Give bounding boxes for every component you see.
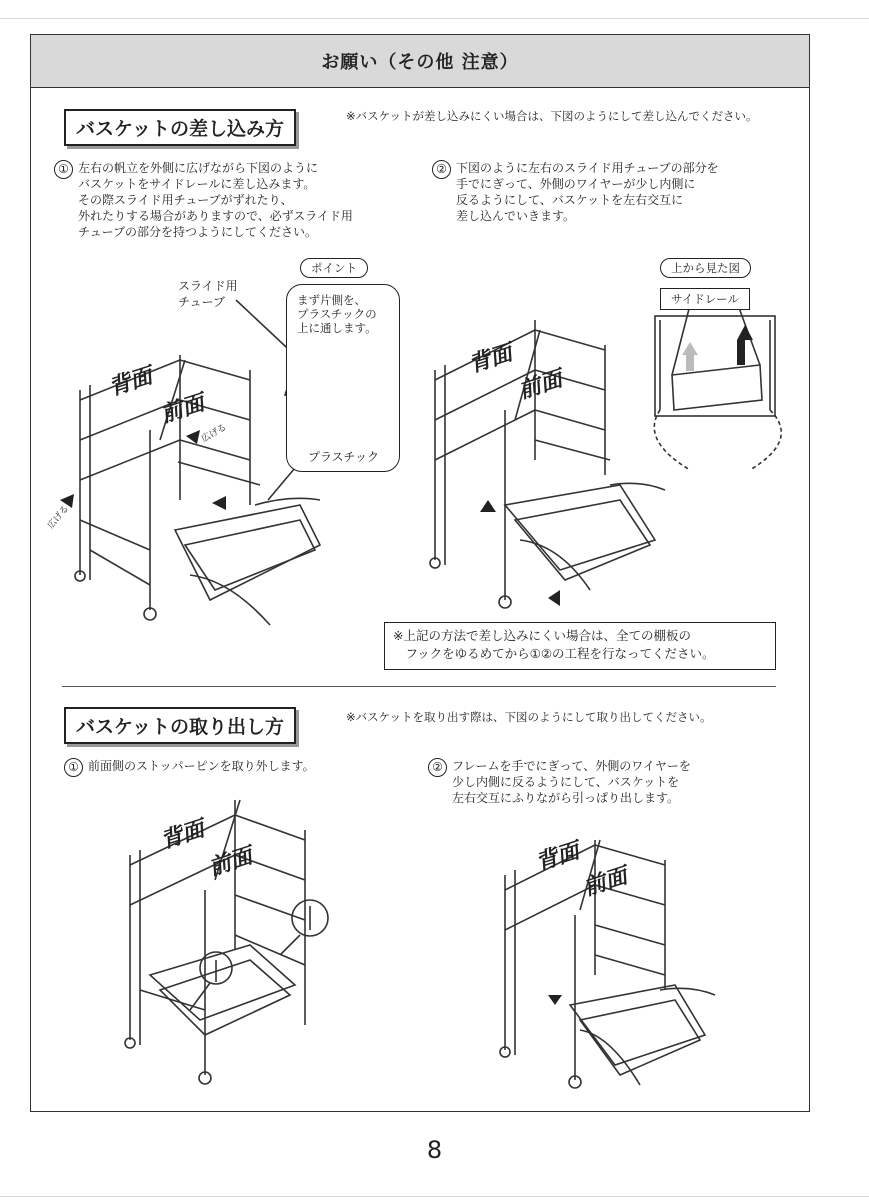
top-view-diagram bbox=[654, 305, 781, 470]
side-rail-label: サイドレール bbox=[660, 288, 750, 310]
front-label: 前面 bbox=[515, 366, 566, 405]
step-line: 差し込んでいきます。 bbox=[456, 209, 576, 223]
bottom-rule bbox=[0, 1196, 869, 1197]
point-bubble bbox=[286, 284, 400, 472]
back-label: 背面 bbox=[157, 816, 208, 855]
step-line: その際スライド用チューブがずれたり、 bbox=[78, 193, 293, 207]
step-line: 下図のように左右のスライド用チューブの部分を bbox=[456, 161, 719, 175]
page-title: お願い（その他 注意） bbox=[31, 35, 809, 88]
front-label: 前面 bbox=[157, 390, 208, 429]
point-line: まず片側を、 bbox=[297, 293, 366, 307]
step-number: ② bbox=[432, 160, 451, 179]
remove-step-1 bbox=[64, 758, 315, 774]
slide-tube-line: チューブ bbox=[178, 295, 226, 309]
step-line: 外れたりする場合がありますので、必ずスライド用 bbox=[78, 209, 353, 223]
back-label: 背面 bbox=[105, 363, 156, 402]
step-line: フレームを手でにぎって、外側のワイヤーを bbox=[452, 759, 691, 773]
spread-label: 広げる bbox=[46, 503, 72, 532]
rack-illustration-3 bbox=[125, 800, 328, 1084]
point-line: プラスチックの bbox=[297, 307, 377, 321]
page-number: 8 bbox=[426, 1136, 443, 1164]
spread-label: 広げる bbox=[200, 422, 229, 445]
remove-step-2 bbox=[428, 758, 691, 806]
point-line: 上に通します。 bbox=[297, 321, 377, 335]
step-line: 手でにぎって、外側のワイヤーが少し内側に bbox=[456, 177, 696, 191]
slide-tube-label bbox=[178, 278, 238, 310]
insert-callout bbox=[384, 622, 776, 670]
plastic-label: プラスチック bbox=[308, 450, 380, 464]
step-line: バスケットをサイドレールに差し込みます。 bbox=[78, 177, 316, 191]
rack-illustration-2 bbox=[430, 320, 665, 608]
step-number: ① bbox=[64, 758, 83, 777]
back-label: 背面 bbox=[532, 838, 583, 877]
slide-tube-line: スライド用 bbox=[178, 279, 238, 293]
step-number: ① bbox=[54, 160, 73, 179]
step-line: チューブの部分を持つようにしてください。 bbox=[78, 225, 318, 239]
point-pill: ポイント bbox=[300, 258, 368, 278]
section-divider bbox=[62, 686, 776, 687]
insert-note: ※バスケットが差し込みにくい場合は、下図のようにして差し込んでください。 bbox=[346, 109, 758, 123]
step-line: 少し内側に反るようにして、バスケットを bbox=[452, 775, 680, 789]
back-label: 背面 bbox=[465, 340, 516, 379]
step-line: 前面側のストッパーピンを取り外します。 bbox=[88, 759, 315, 773]
callout-line: フックをゆるめてから①②の工程を行なってください。 bbox=[393, 646, 715, 661]
step-line: 左右の帆立を外側に広げながら下図のように bbox=[78, 161, 319, 175]
top-view-pill: 上から見た図 bbox=[660, 258, 751, 278]
step-number: ② bbox=[428, 758, 447, 777]
front-label: 前面 bbox=[580, 863, 631, 902]
front-label: 前面 bbox=[205, 843, 256, 882]
callout-line: ※上記の方法で差し込みにくい場合は、全ての棚板の bbox=[393, 628, 691, 643]
step-line: 左右交互にふりながら引っぱり出します。 bbox=[452, 791, 680, 805]
remove-section-title: バスケットの取り出し方 bbox=[64, 707, 296, 744]
remove-note: ※バスケットを取り出す際は、下図のようにして取り出してください。 bbox=[346, 710, 712, 724]
insert-section-title: バスケットの差し込み方 bbox=[64, 109, 296, 146]
step-line: 反るようにして、バスケットを左右交互に bbox=[456, 193, 684, 207]
